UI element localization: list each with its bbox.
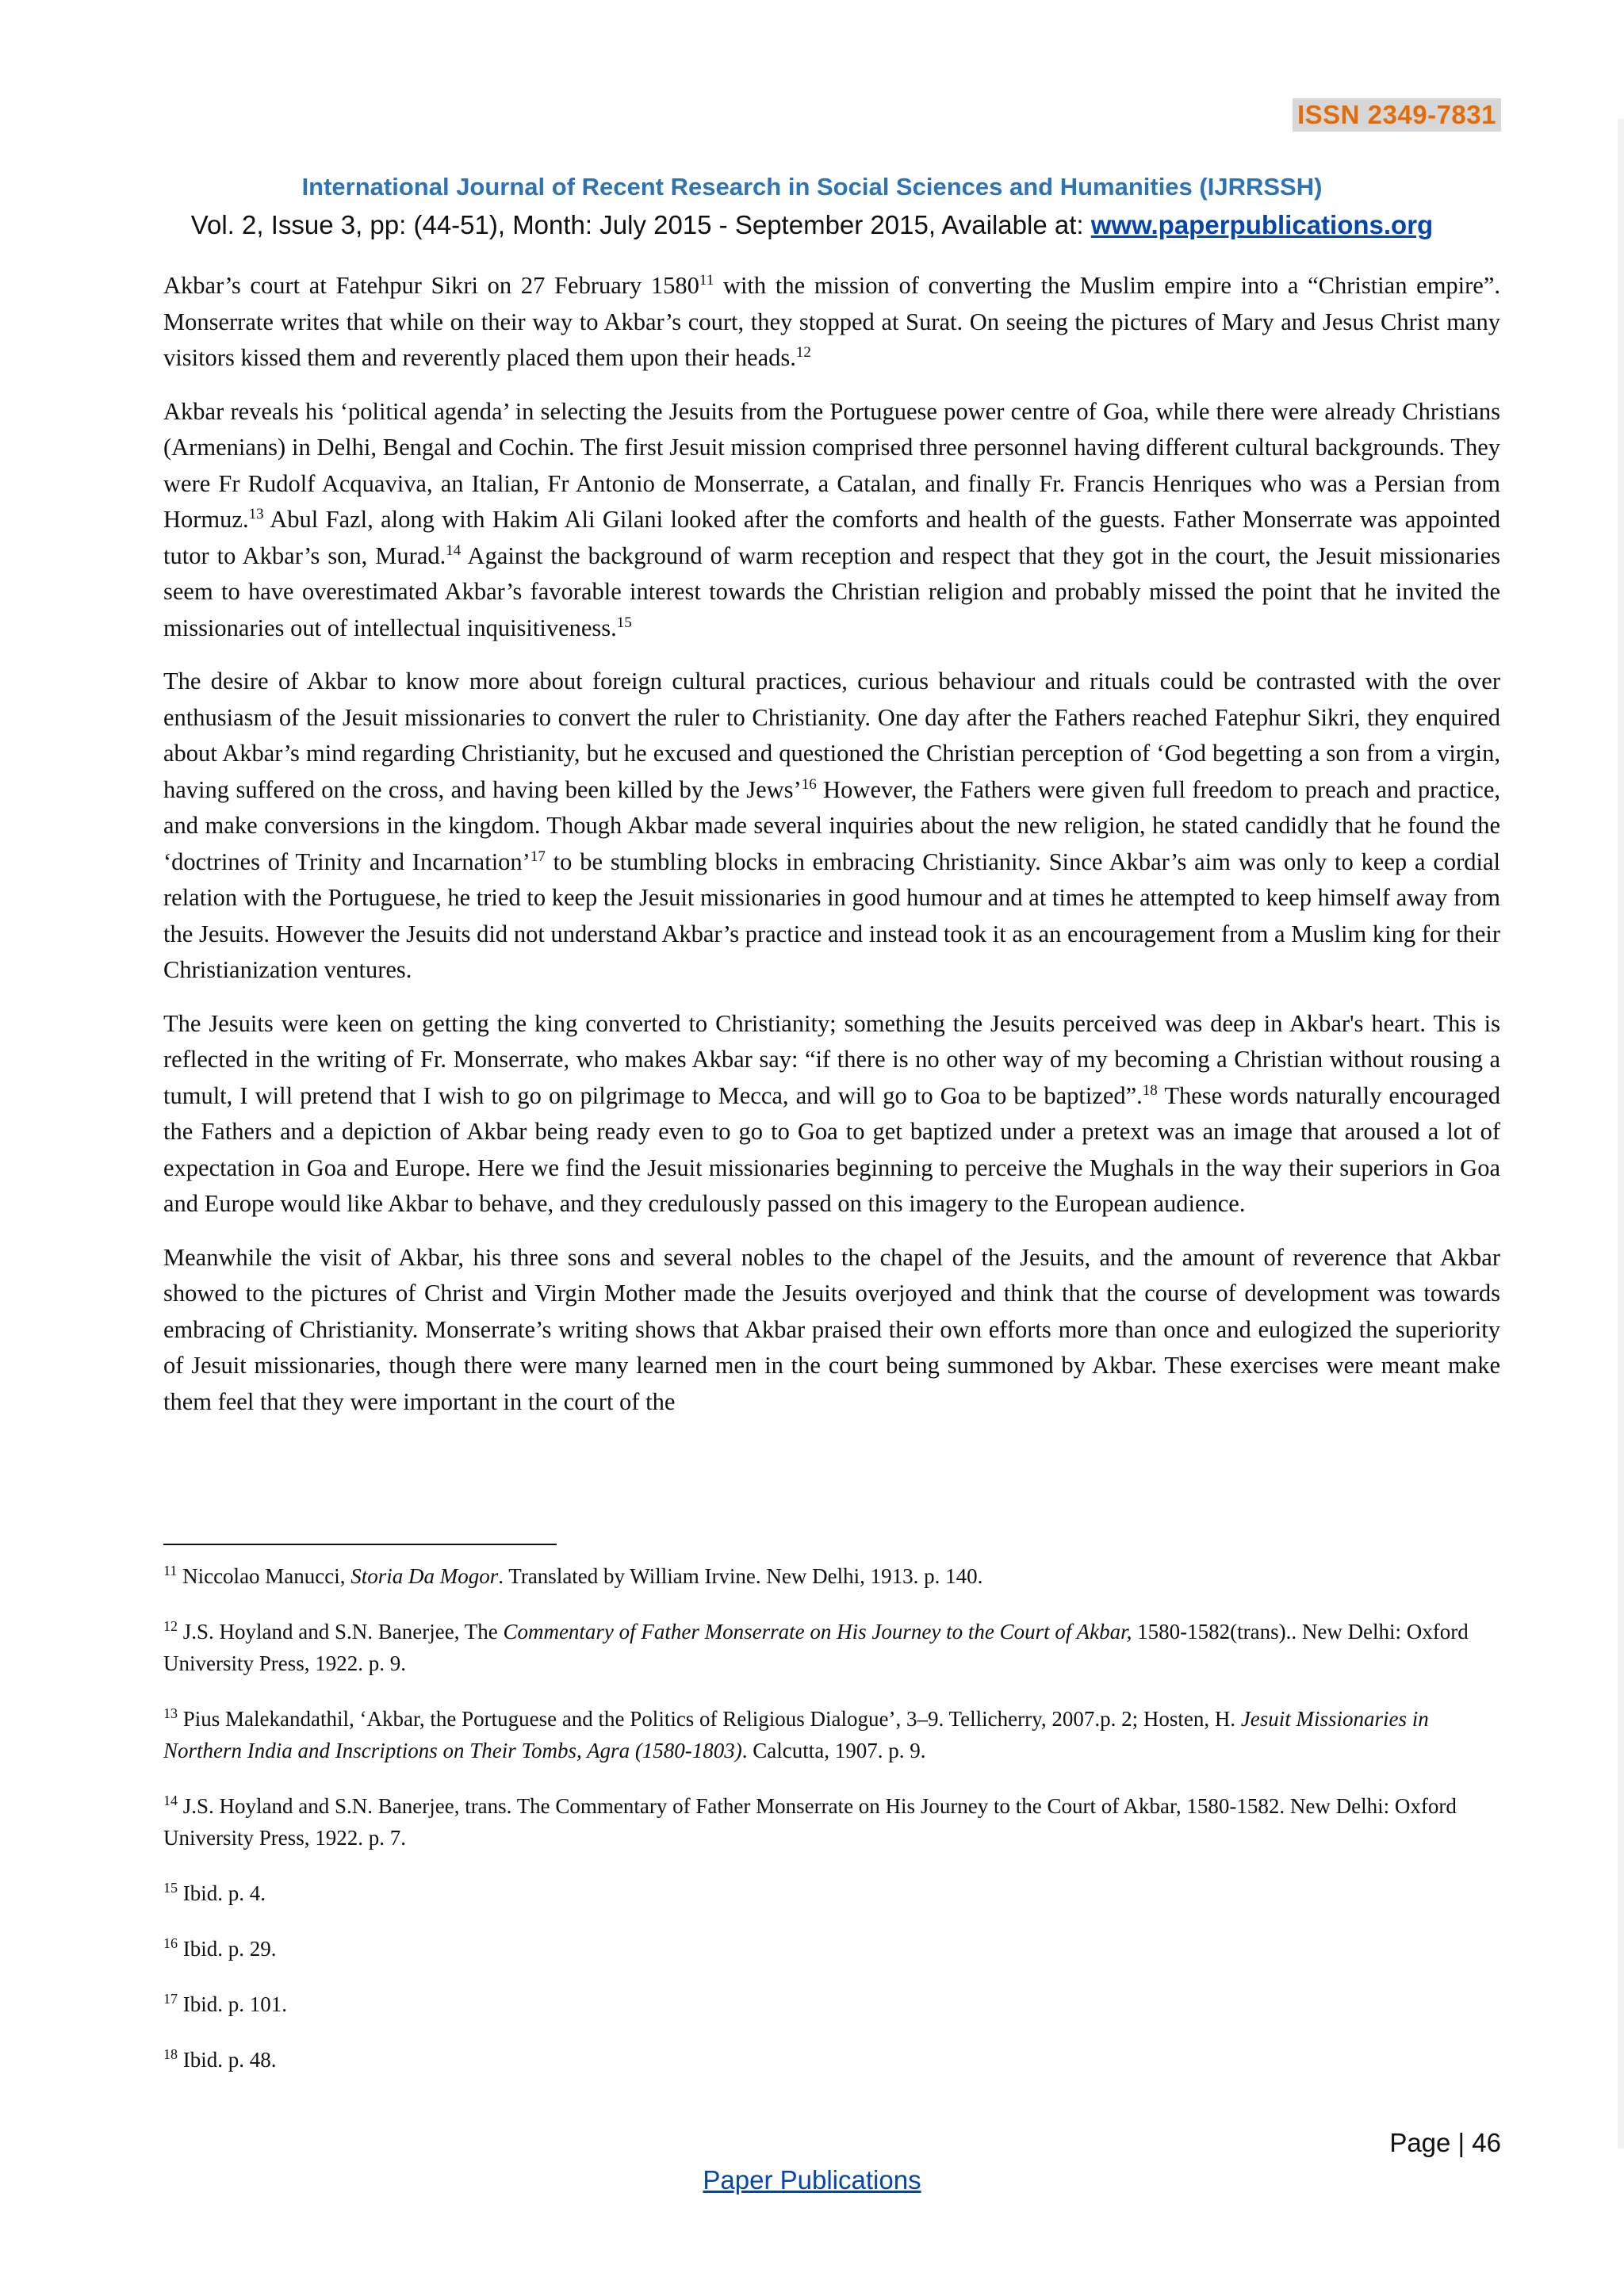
- text-run: Ibid. p. 4.: [178, 1881, 266, 1905]
- footnote-18: [163, 2044, 1500, 2076]
- article-body: [163, 268, 1500, 1437]
- footnote-ref[interactable]: 17: [530, 848, 546, 865]
- text-run: . Translated by William Irvine. New Delhi, 1913. p. 140.: [498, 1564, 983, 1588]
- footnote-15: [163, 1877, 1500, 1909]
- text-run: J.S. Hoyland and S.N. Banerjee, The: [178, 1620, 504, 1644]
- footnote-11: [163, 1560, 1500, 1592]
- footnote-ref[interactable]: 13: [248, 505, 264, 522]
- text-run: Niccolao Manucci,: [177, 1564, 351, 1588]
- footnote-separator: [163, 1544, 557, 1545]
- paragraph-3: [163, 664, 1500, 989]
- footnote-ref[interactable]: 18: [1142, 1081, 1158, 1099]
- italic-title: Storia Da Mogor: [350, 1564, 499, 1588]
- footnote-ref[interactable]: 11: [699, 271, 714, 289]
- text-run: However, the Fathers were given full freedom to preach and practice, and make conversions in the kingdom. Though Akbar made several inquiries about the new religion, he stated candidly that he found the ‘doctrines of Trinity and Incarnation’: [163, 775, 1500, 875]
- text-run: The desire of Akbar to know more about foreign cultural practices, curious behaviour and rituals could be contrasted with the over enthusiasm of the Jesuit missionaries to convert the ruler to Christianity. One day after the Fathers reached Fatephur Sikri, they enquired about Akbar’s mind regarding Christianity, but he excused and questioned the Christian perception of ‘God begetting a son from a virgin, having suffered on the cross, and having been killed by the Jews’: [163, 668, 1500, 803]
- italic-title: Jesuit Missionaries in Northern India and Inscriptions on Their Tombs, Agra (1580-1803): [163, 1707, 1429, 1762]
- text-run: Ibid. p. 101.: [178, 1992, 287, 2016]
- journal-volume-info: [0, 210, 1624, 240]
- text-run: Ibid. p. 48.: [178, 2048, 277, 2072]
- page-number: Page | 46: [1389, 2128, 1501, 2157]
- footnote-number: 18: [163, 2046, 178, 2062]
- text-run: Pius Malekandathil, ‘Akbar, the Portuguese and the Politics of Religious Dialogue’, 3–9. Tellicherry, 2007.p. 2; Hosten, H.: [178, 1707, 1241, 1731]
- paragraph-5: [163, 1240, 1500, 1421]
- text-run: These words naturally encouraged the Fathers and a depiction of Akbar being ready even to go to Goa to get baptized under a pretext was an image that aroused a lot of expectation in Goa and Europe. Here we find the Jesuit missionaries beginning to perceive the Mughals in the way their superiors in Goa and Europe would like Akbar to behave, and they credulously passed on this imagery to the European audience.: [163, 1081, 1500, 1217]
- footnote-ref[interactable]: 12: [795, 343, 811, 361]
- footnote-ref[interactable]: 14: [446, 541, 462, 559]
- journal-url-link[interactable]: www.paperpublications.org: [1090, 210, 1434, 239]
- page-edge-shadow: [1618, 119, 1624, 2149]
- paragraph-1: [163, 268, 1500, 377]
- footnote-number: 16: [163, 1935, 178, 1951]
- text-run: Meanwhile the visit of Akbar, his three sons and several nobles to the chapel of the Jesuits, and the amount of reverence that Akbar showed to the pictures of Christ and Virgin Mother made the Jesuits overjoyed and think that the course of development was towards embracing of Christianity. Monserrate’s writing shows that Akbar praised their own efforts more than once and eulogized the superiority of Jesuit missionaries, though there were many learned men in the court being summoned by Akbar. These exercises were meant make them feel that they were important in the court of the: [163, 1243, 1500, 1415]
- paragraph-2: [163, 394, 1500, 647]
- footnote-number: 13: [163, 1705, 178, 1721]
- journal-title: International Journal of Recent Research in Social Sciences and Humanities (IJRRSSH): [301, 173, 1323, 201]
- publisher-link[interactable]: Paper Publications: [703, 2165, 921, 2195]
- footnote-16: [163, 1933, 1500, 1965]
- text-run: Ibid. p. 29.: [178, 1937, 277, 1961]
- text-run: Akbar’s court at Fatehpur Sikri on 27 February 1580: [163, 272, 699, 299]
- footnotes-section: [163, 1560, 1500, 2099]
- text-run: to be stumbling blocks in embracing Christianity. Since Akbar’s aim was only to keep a cordial relation with the Portuguese, he tried to keep the Jesuit missionaries in good humour and at times he attempted to keep himself away from the Jesuits. However the Jesuits did not understand Akbar’s practice and instead took it as an encouragement from a Muslim king for their Christianization ventures.: [163, 848, 1501, 983]
- paragraph-4: [163, 1006, 1500, 1223]
- footnote-17: [163, 1988, 1500, 2020]
- text-run: The Jesuits were keen on getting the king converted to Christianity; something the Jesuits perceived was deep in Akbar's heart. This is reflected in the writing of Fr. Monserrate, who makes Akbar say: “if there is no other way of my becoming a Christian without rousing a tumult, I will pretend that I wish to go on pilgrimage to Mecca, and will go to Goa to be baptized”.: [163, 1009, 1500, 1109]
- text-run: . Calcutta, 1907. p. 9.: [741, 1739, 926, 1762]
- footnote-number: 11: [163, 1563, 178, 1578]
- volume-text: Vol. 2, Issue 3, pp: (44-51), Month: July 2015 - September 2015, Available at:: [190, 210, 1091, 239]
- footnote-number: 12: [163, 1618, 178, 1634]
- text-run: Against the background of warm reception and respect that they got in the court, the Jesuit missionaries seem to have overestimated Akbar’s favorable interest towards the Christian religion and probably missed the point that he invited the missionaries out of intellectual inquisitiveness.: [163, 541, 1500, 641]
- text-run: J.S. Hoyland and S.N. Banerjee, trans. The Commentary of Father Monserrate on His Journey to the Court of Akbar, 1580-1582. New Delhi: Oxford University Press, 1922. p. 7.: [163, 1794, 1457, 1850]
- footnote-ref[interactable]: 15: [616, 614, 632, 631]
- footnote-14: [163, 1790, 1500, 1854]
- text-run: with the mission of converting the Muslim empire into a “Christian empire”. Monserrate writes that while on their way to Akbar’s court, they stopped at Surat. On seeing the pictures of Mary and Jesus Christ many visitors kissed them and reverently placed them upon their heads.: [163, 272, 1500, 371]
- footnote-12: [163, 1616, 1500, 1679]
- text-run: 1580-1582(trans).. New Delhi: Oxford University Press, 1922. p. 9.: [163, 1620, 1469, 1675]
- issn-badge: ISSN 2349-7831: [1293, 98, 1501, 132]
- footnote-ref[interactable]: 16: [801, 775, 817, 793]
- footnote-number: 15: [163, 1880, 178, 1896]
- footnote-13: [163, 1703, 1500, 1766]
- footnote-number: 14: [163, 1793, 178, 1808]
- footnote-number: 17: [163, 1991, 178, 2007]
- text-run: Akbar reveals his ‘political agenda’ in selecting the Jesuits from the Portuguese power centre of Goa, while there were already Christians (Armenians) in Delhi, Bengal and Cochin. The first Jesuit mission comprised three personnel having different cultural backgrounds. They were Fr Rudolf Acquaviva, an Italian, Fr Antonio de Monserrate, a Catalan, and finally Fr. Francis Henriques who was a Persian from Hormuz.: [163, 397, 1500, 533]
- italic-title: Commentary of Father Monserrate on His Journey to the Court of Akbar,: [503, 1620, 1132, 1644]
- text-run: Abul Fazl, along with Hakim Ali Gilani looked after the comforts and health of the guests. Father Monserrate was appointed tutor to Akbar’s son, Murad.: [163, 506, 1500, 569]
